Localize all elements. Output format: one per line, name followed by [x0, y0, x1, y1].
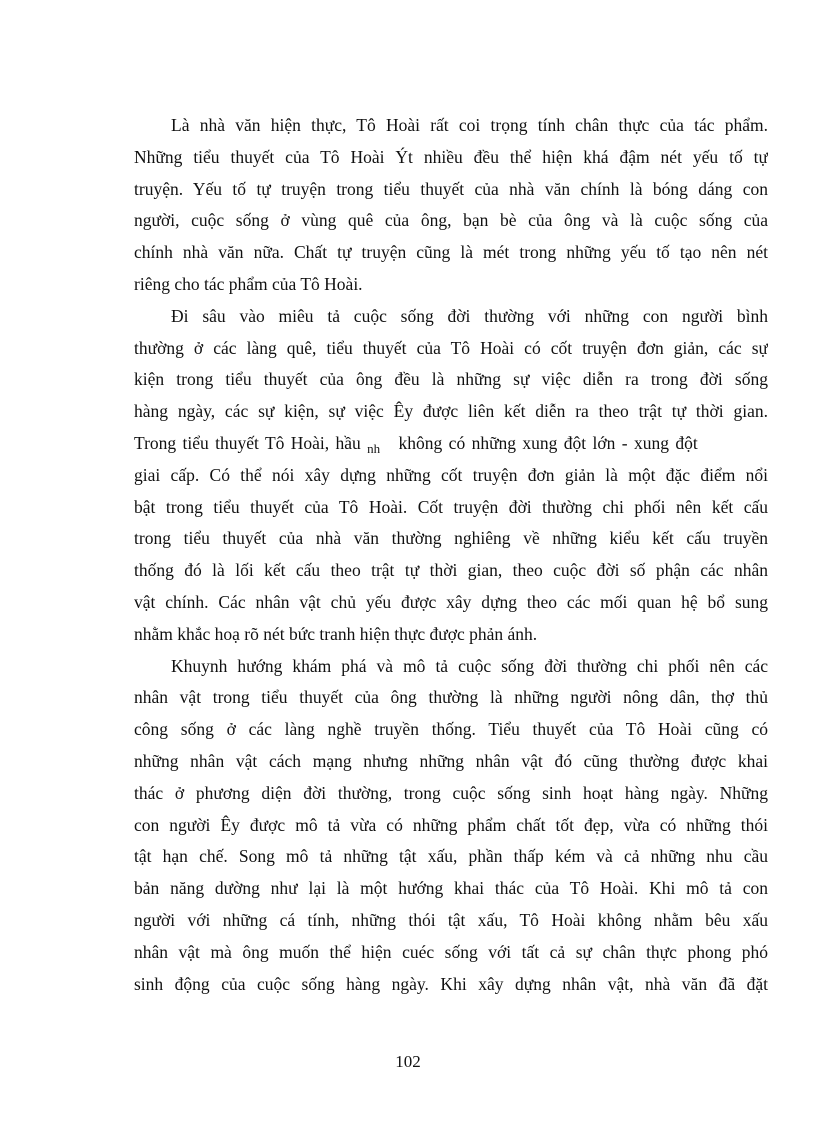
text-line: Khuynh hướng khám phá và mô tả cuộc sống đời thường chi phối nên các [171, 655, 768, 676]
text-line: nhằm khắc hoạ rõ nét bức tranh hiện thực được phản ánh. [134, 623, 538, 644]
text-line: công sống ở các làng nghề truyền thống. Tiểu thuyết của Tô Hoài cũng có [134, 719, 768, 740]
paragraph-1 [134, 110, 768, 301]
text-line: giai cấp. Có thể nói xây dựng những cốt truyện đơn giản là một đặc điểm nổi [134, 464, 768, 485]
text-line-with-subscript [134, 428, 768, 460]
text-fragment: không có những xung đột lớn - xung đột [398, 432, 698, 453]
text-line: thác ở phương diện đời thường, trong cuộc sống sinh hoạt hàng ngày. Những [134, 782, 768, 803]
text-line: nhân vật trong tiểu thuyết của ông thường là những người nông dân, thợ thủ [134, 687, 768, 708]
text-line: truyện. Yếu tố tự truyện trong tiểu thuyết của nhà văn chính là bóng dáng con [134, 178, 768, 199]
text-line: những nhân vật cách mạng nhưng những nhân vật đó cũng thường được khai [134, 750, 768, 771]
text-line: Là nhà văn hiện thực, Tô Hoài rất coi trọng tính chân thực của tác phẩm. [171, 115, 768, 135]
paragraph-3 [134, 651, 768, 1001]
text-line: hàng ngày, các sự kiện, sự việc Êy được liên kết diễn ra theo trật tự thời gian. [134, 401, 768, 422]
text-line: bản năng dường như lại là một hướng khai thác của Tô Hoài. Khi mô tả con [134, 878, 768, 899]
text-line: Đi sâu vào miêu tả cuộc sống đời thường với những con người bình [171, 305, 768, 326]
text-line: kiện trong tiểu thuyết của ông đều là những sự việc diễn ra trong đời sống [134, 369, 768, 390]
text-line: trong tiểu thuyết của nhà văn thường nghiêng về những kiểu kết cấu truyền [134, 528, 768, 549]
text-line: tật hạn chế. Song mô tả những tật xấu, phần thấp kém và cả những nhu cầu [134, 846, 768, 867]
text-line: bật trong tiểu thuyết của Tô Hoài. Cốt truyện đời thường chi phối nên kết cấu [134, 496, 768, 517]
subscript-fragment: nh [367, 440, 381, 456]
text-line: riêng cho tác phẩm của Tô Hoài. [134, 273, 363, 294]
text-line: thống đó là lối kết cấu theo trật tự thời gian, theo cuộc đời số phận các nhân [134, 560, 768, 581]
text-line: chính nhà văn nữa. Chất tự truyện cũng là mét trong những yếu tố tạo nên nét [134, 242, 768, 263]
page-number: 102 [395, 1052, 421, 1071]
text-body [134, 110, 768, 1000]
paragraph-2 [134, 301, 768, 651]
text-line: sinh động của cuộc sống hàng ngày. Khi xây dựng nhân vật, nhà văn đã đặt [134, 973, 768, 994]
text-fragment: Trong tiểu thuyết Tô Hoài, hầu [134, 432, 361, 453]
text-line: vật chính. Các nhân vật chủ yếu được xây dựng theo các mối quan hệ bổ sung [134, 591, 768, 612]
text-line: thường ở các làng quê, tiểu thuyết của Tô Hoài có cốt truyện đơn giản, các sự [134, 337, 768, 358]
text-line: nhân vật mà ông muốn thể hiện cuéc sống với tất cả sự chân thực phong phó [134, 941, 768, 962]
text-line: người, cuộc sống ở vùng quê của ông, bạn bè của ông và là cuộc sống của [134, 210, 768, 231]
text-line: người với những cá tính, những thói tật xấu, Tô Hoài không nhằm bêu xấu [134, 909, 768, 930]
text-line: Những tiểu thuyết của Tô Hoài Ýt nhiều đều thể hiện khá đậm nét yếu tố tự [134, 146, 768, 167]
text-line: con người Êy được mô tả vừa có những phẩm chất tốt đẹp, vừa có những thói [134, 814, 768, 835]
